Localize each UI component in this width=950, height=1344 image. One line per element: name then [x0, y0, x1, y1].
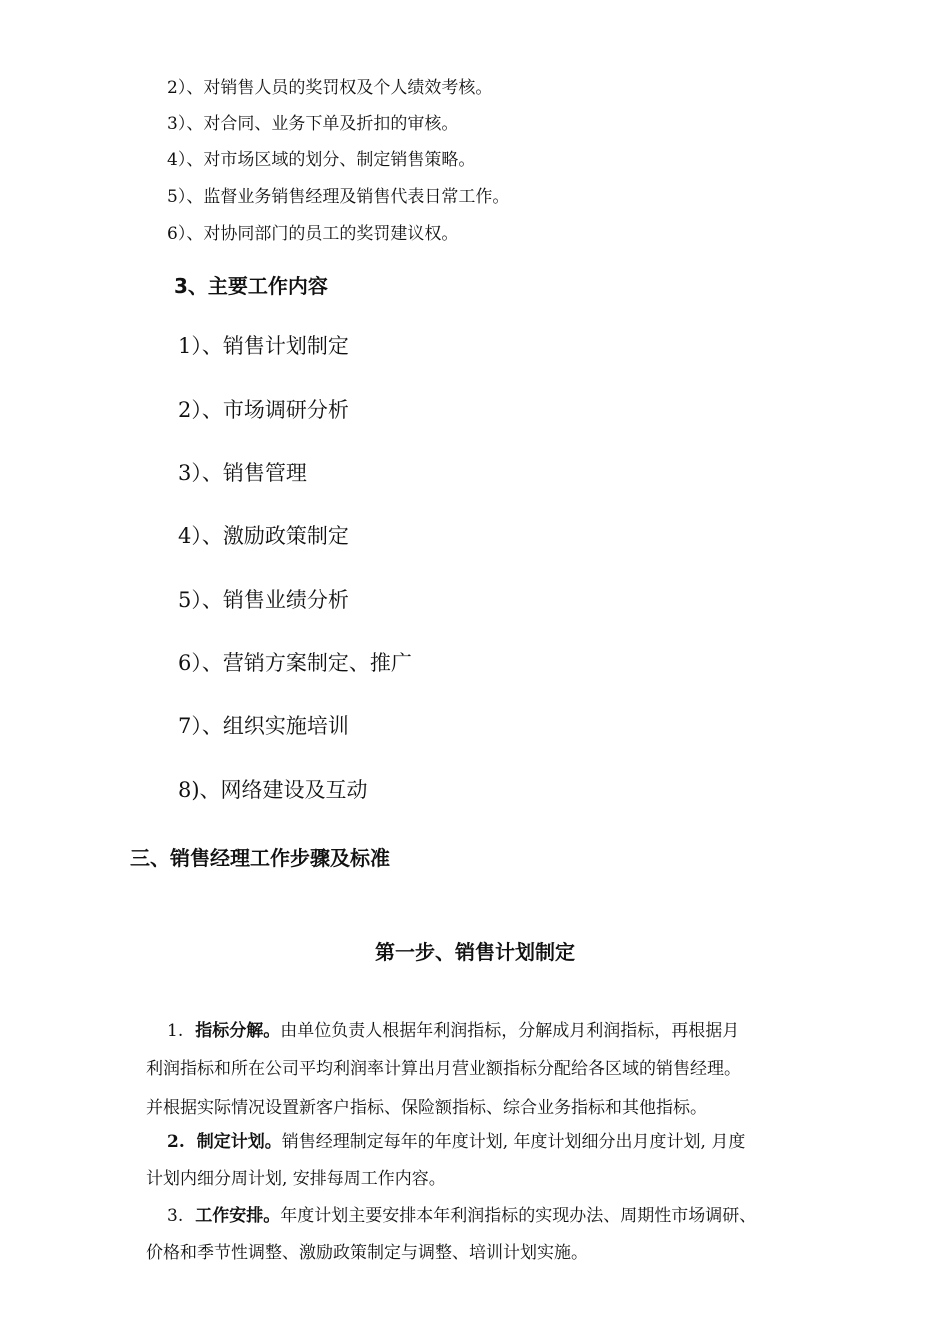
paragraph-number: 1.: [167, 1021, 184, 1041]
rights-item: 6）、对协同部门的员工的奖罚建议权。: [167, 224, 459, 244]
paragraph-line: 计划内细分周计划, 安排每周工作内容。: [146, 1169, 446, 1189]
rights-item: 5）、监督业务销售经理及销售代表日常工作。: [167, 187, 510, 207]
step-heading: 第一步、销售计划制定: [375, 940, 575, 964]
work-content-item: 3）、销售管理: [178, 461, 307, 485]
paragraph-keyword: 工作安排。: [195, 1206, 281, 1226]
work-content-item: 4）、激励政策制定: [178, 524, 349, 548]
rights-item: 3）、对合同、业务下单及折扣的审核。: [167, 114, 459, 134]
work-content-item: 7）、组织实施培训: [178, 714, 349, 738]
part-heading: 三、销售经理工作步骤及标准: [130, 846, 390, 870]
paragraph-number: 3.: [167, 1206, 184, 1226]
paragraph-text: 销售经理制定每年的年度计划, 年度计划细分出月度计划, 月度: [281, 1132, 746, 1152]
paragraph-line: 并根据实际情况设置新客户指标、保险额指标、综合业务指标和其他指标。: [146, 1098, 707, 1118]
rights-item: 2）、对销售人员的奖罚权及个人绩效考核。: [167, 78, 493, 98]
paragraph-keyword: 指标分解。: [195, 1021, 281, 1041]
paragraph-number: 2.: [167, 1132, 185, 1152]
work-content-item: 2）、市场调研分析: [178, 398, 349, 422]
paragraph-line: [167, 1205, 756, 1227]
paragraph-text: 由单位负责人根据年利润指标，分解成月利润指标，再根据月: [280, 1021, 740, 1041]
rights-item: 4）、对市场区域的划分、制定销售策略。: [167, 150, 476, 170]
paragraph-keyword: 制定计划。: [196, 1132, 282, 1152]
paragraph-text: 年度计划主要安排本年利润指标的实现办法、周期性市场调研、: [280, 1206, 757, 1226]
paragraph-line: 价格和季节性调整、激励政策制定与调整、培训计划实施。: [146, 1243, 588, 1263]
paragraph-line: [167, 1020, 739, 1042]
work-content-item: 5）、销售业绩分析: [178, 588, 349, 612]
paragraph-line: 利润指标和所在公司平均利润率计算出月营业额指标分配给各区域的销售经理。: [146, 1059, 741, 1079]
section-heading: 3、主要工作内容: [174, 274, 328, 298]
work-content-item: 1）、销售计划制定: [178, 334, 349, 358]
work-content-item: 8)、网络建设及互动: [178, 778, 368, 802]
paragraph-line: [167, 1131, 745, 1153]
work-content-item: 6）、营销方案制定、推广: [178, 651, 412, 675]
